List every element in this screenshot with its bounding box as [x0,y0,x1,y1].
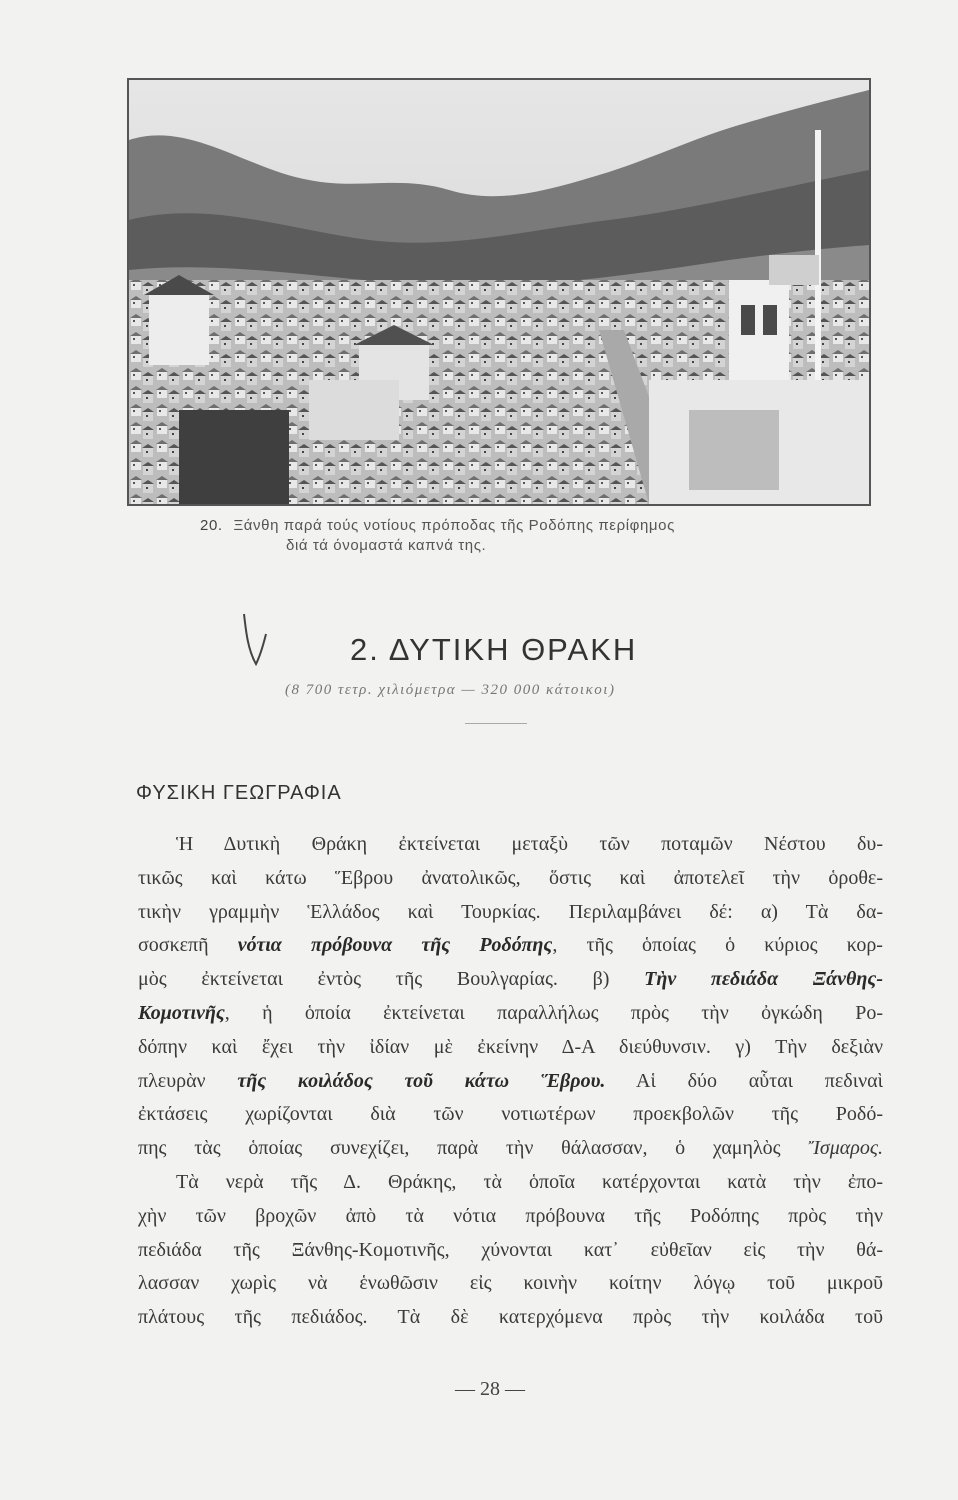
figure-caption-line2: διά τά όνομαστά καπνά της. [286,537,487,554]
text-run: σοσκεπῆ [138,934,238,957]
text-run: τικὴν γραμμὴν Ἑλλάδος καὶ Τουρκίας. Περιλαμβάνει δέ: α) Τὰ δα- [138,900,883,923]
paragraph-line [138,1031,883,1065]
handwritten-mark [240,612,280,672]
text-run: Ἡ Δυτικὴ Θράκη ἐκτείνεται μεταξὺ τῶν ποταμῶν Νέστου δυ- [176,833,883,855]
section-subtitle: (8 700 τετρ. χιλιόμετρα — 320 000 κάτοικοι) [285,682,616,698]
text-run: Αἱ δύο αὗται πεδιναὶ [605,1069,883,1092]
section-title: 2. ΔΥΤΙΚΗ ΘΡΑΚΗ [350,632,638,667]
paragraph-line [138,1267,883,1301]
text-run: Τὰ νερὰ τῆς Δ. Θράκης, τὰ ὁποῖα κατέρχονται κατὰ τὴν ἐπο- [176,1170,883,1193]
paragraph-line [138,828,883,862]
paragraph-line [138,929,883,963]
paragraph-line [138,1200,883,1234]
figure-photo-xanthi [127,78,871,506]
emphasis-run: τῆς κοιλάδος τοῦ κάτω Ἕβρου. [237,1069,606,1092]
paragraph-line [138,1301,883,1335]
text-run: πλάτους τῆς πεδιάδος. Τὰ δὲ κατερχόμενα πρὸς τὴν κοιλάδα τοῦ [138,1306,883,1329]
emphasis-run: Τὴν πεδιάδα Ξάνθης- [644,968,883,991]
paragraph-line [138,1234,883,1268]
text-run: ἐκτάσεις χωρίζονται διὰ τῶν νοτιωτέρων προεκβολῶν τῆς Ροδό- [138,1103,883,1126]
subsection-heading: ΦΥΣΙΚΗ ΓΕΩΓΡΑΦΙΑ [136,782,342,804]
text-run: χὴν τῶν βροχῶν ἀπὸ τὰ νότια πρόβουνα τῆς Ροδόπης πρὸς τὴν [138,1204,883,1227]
figure-caption-line1: Ξάνθη παρά τούς νοτίους πρόποδας τῆς Ροδόπης περίφημος [233,517,675,534]
paragraph-line [138,997,883,1031]
paragraph-line [138,1166,883,1200]
body-text [138,828,883,1335]
italic-run: Ἴσμαρος. [808,1137,883,1160]
text-run: πλευρὰν [138,1069,238,1092]
text-run: τικῶς καὶ κάτω Ἕβρου ἀνατολικῶς, ὅστις καὶ ἀποτελεῖ τὴν ὁροθε- [138,866,883,889]
paragraph-line [138,1098,883,1132]
text-run: , ἡ ὁποία ἐκτείνεται παραλλήλως πρὸς τὴν ὀγκώδη Ρο- [224,1001,883,1024]
figure-number: 20. [200,517,223,534]
paragraph-line [138,963,883,997]
text-run: μὸς ἐκτείνεται ἐντὸς τῆς Βουλγαρίας. β) [138,968,645,991]
section-divider [465,723,527,724]
text-run: πεδιάδα τῆς Ξάνθης-Κομοτινῆς, χύνονται κατ᾿ εὐθεῖαν εἰς τὴν θά- [138,1238,883,1261]
emphasis-run: νότια πρόβουνα τῆς Ροδόπης [237,934,553,957]
text-run: δόπην καὶ ἔχει τὴν ἰδίαν μὲ ἐκείνην Δ-Α διεύθυνσιν. γ) Τὴν δεξιὰν [138,1035,883,1058]
text-run: λασσαν χωρὶς νὰ ἑνωθῶσιν εἰς κοινὴν κοίτην λόγῳ τοῦ μικροῦ [138,1272,883,1295]
paragraph-line [138,1132,883,1166]
paragraph-line [138,862,883,896]
emphasis-run: Κομοτινῆς [138,1001,225,1024]
paragraph-line [138,1065,883,1099]
photo-image [129,80,869,504]
paragraph-line [138,896,883,930]
figure-caption [200,516,840,556]
text-run: , τῆς ὁποίας ὁ κύριος κορ- [552,934,883,957]
text-run: πης τὰς ὁποίας συνεχίζει, παρὰ τὴν θάλασσαν, ὁ χαμηλὸς [138,1137,809,1160]
page-number: — 28 — [455,1378,525,1400]
